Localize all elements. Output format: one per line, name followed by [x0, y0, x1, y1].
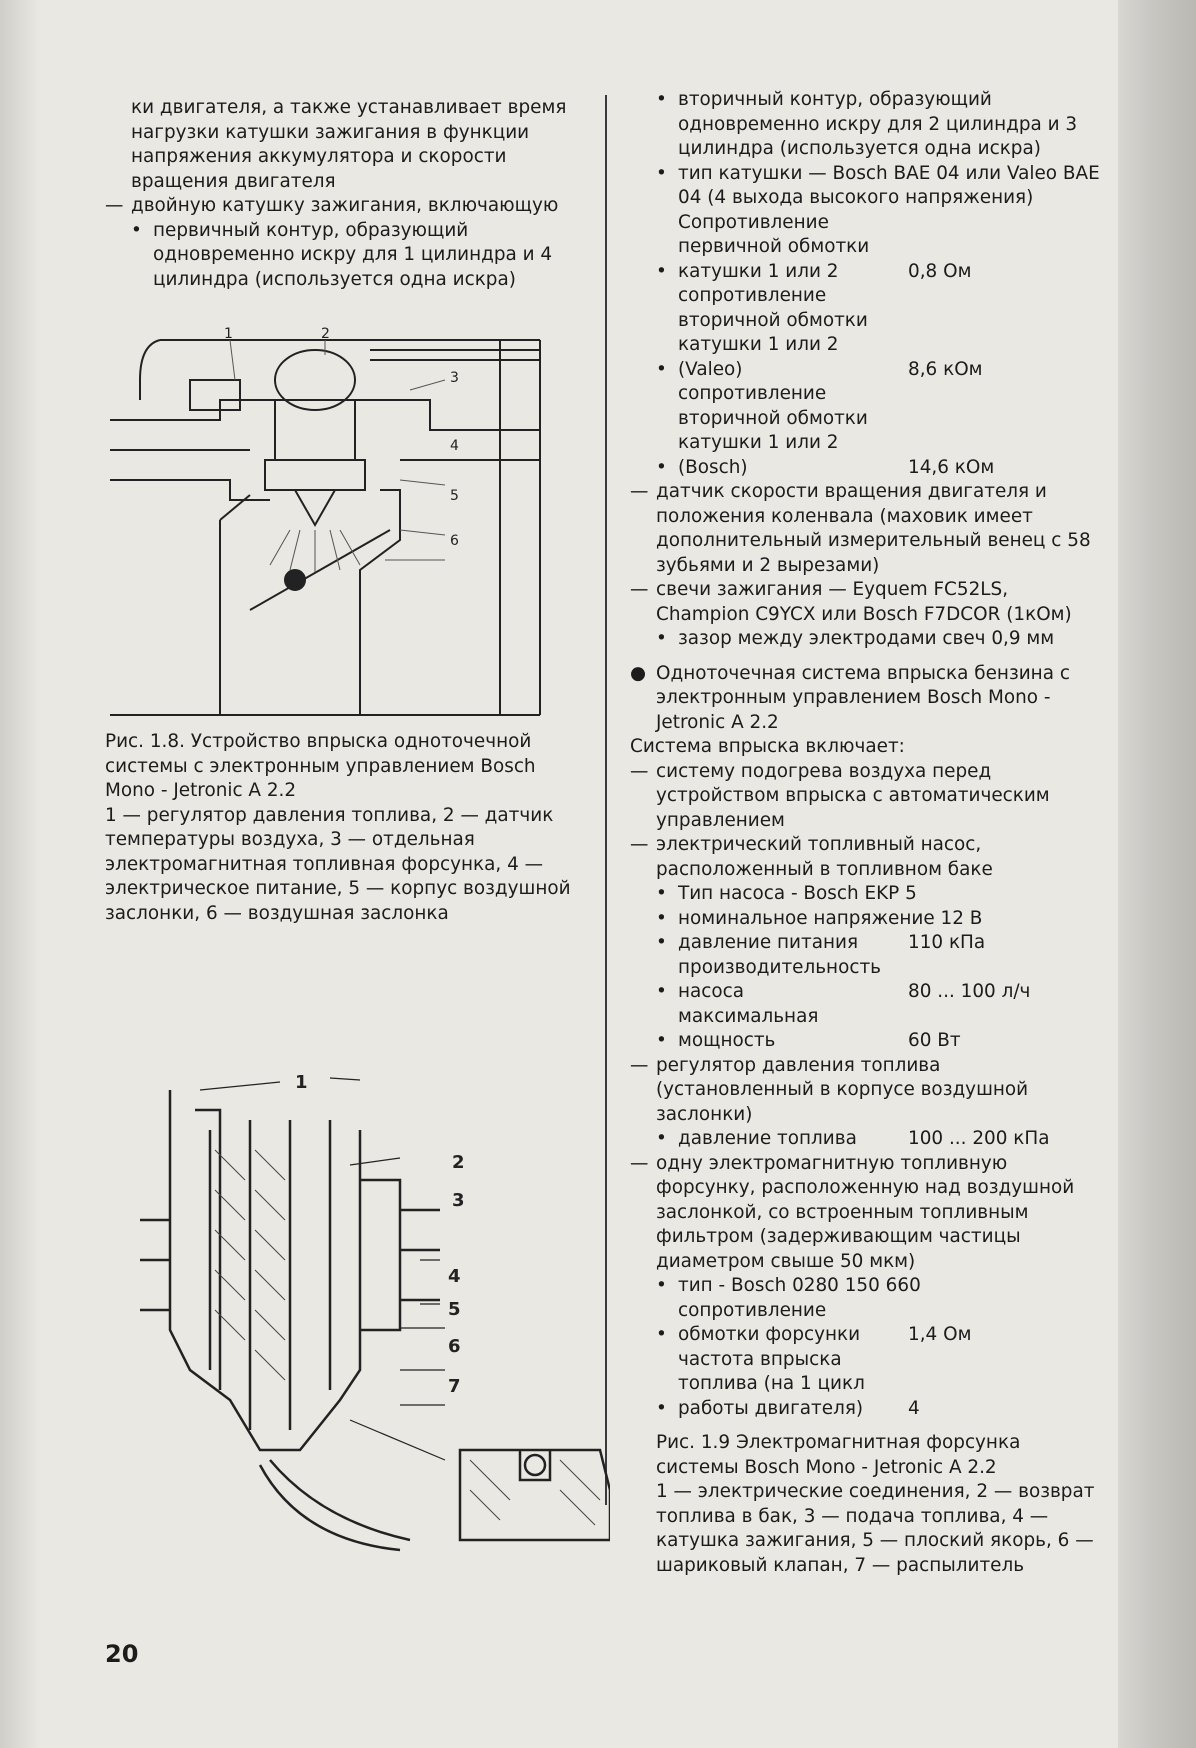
fig19-callout-6: 6 — [448, 1336, 461, 1357]
nominal-voltage-item: номинальное напряжение 12 В — [678, 907, 983, 929]
bullet-marker: • — [656, 932, 667, 953]
bullet-marker: • — [656, 260, 667, 282]
left-column — [105, 96, 575, 292]
spark-plugs-item: свечи зажигания — Eyquem FC52LS, Champion C9YCX или Bosch F7DCOR (1кОм) — [656, 579, 1072, 625]
list-item — [630, 162, 1100, 211]
spec-row — [630, 1299, 1100, 1348]
page-number: 20 — [105, 1640, 139, 1668]
spec-row — [630, 211, 1100, 285]
bullet-marker: • — [656, 1324, 667, 1345]
section-heading — [630, 662, 1100, 736]
spec-value: 4 — [908, 1397, 920, 1419]
bullet-marker: • — [131, 219, 142, 241]
coil-type-item: тип катушки — Bosch BAE 04 или Valeo BAE 04 (4 выхода высокого напряжения) — [678, 162, 1100, 208]
list-item — [630, 1274, 1100, 1299]
fig18-callout-6: 6 — [450, 533, 459, 549]
bullet-marker: • — [656, 1128, 667, 1149]
spec-value: 110 кПа — [908, 932, 986, 953]
figure-1-9-drawing — [100, 1070, 610, 1630]
fig19-callout-3: 3 — [452, 1190, 465, 1211]
spec-value: 8,6 кОм — [908, 358, 983, 380]
dash-marker: — — [630, 579, 649, 600]
page-right-edge — [1118, 0, 1196, 1748]
bullet-marker: • — [656, 883, 667, 904]
list-item — [630, 1152, 1100, 1275]
pump-type-item: Тип насоса - Bosch EKP 5 — [678, 883, 917, 904]
spec-row — [630, 284, 1100, 382]
spec-label: сопротивление вторичной обмотки катушки 1 или 2 (Valeo) — [678, 285, 868, 380]
fig18-callout-3: 3 — [450, 370, 459, 386]
spec-label: максимальная мощность — [678, 1005, 819, 1051]
list-item — [630, 480, 1100, 578]
fig18-callout-1: 1 — [224, 326, 233, 342]
list-item — [630, 907, 1100, 932]
list-item — [630, 1054, 1100, 1128]
fig19-callout-2: 2 — [452, 1152, 465, 1173]
fig19-callout-7: 7 — [448, 1376, 461, 1397]
dash-marker: — — [630, 1152, 649, 1174]
spec-value: 80 ... 100 л/ч — [908, 981, 1031, 1002]
bullet-marker: • — [656, 162, 667, 184]
figure-1-9-title: Рис. 1.9 Электромагнитная форсунка системы Bosch Mono - Jetronic A 2.2 — [656, 1432, 1021, 1478]
bullet-marker: • — [656, 1030, 667, 1051]
spec-value: 1,4 Ом — [908, 1324, 972, 1345]
spec-label: производительность насоса — [678, 956, 881, 1002]
spec-label: Сопротивление первичной обмотки катушки 1 или 2 — [678, 211, 870, 282]
fig18-callout-4: 4 — [450, 438, 459, 454]
dash-marker: — — [630, 834, 649, 855]
section-marker: ● — [630, 662, 647, 684]
spec-value: 14,6 кОм — [908, 456, 995, 478]
list-item — [105, 219, 575, 293]
page-left-edge — [0, 0, 40, 1748]
spec-label: давление питания — [678, 932, 859, 953]
figure-1-8-drawing — [100, 320, 560, 720]
spec-label: сопротивление обмотки форсунки — [678, 1299, 861, 1345]
figure-1-8-caption — [105, 730, 575, 926]
spec-value: 100 ... 200 кПа — [908, 1128, 1050, 1149]
plug-gap-item: зазор между электродами свеч 0,9 мм — [678, 628, 1055, 649]
dash-marker: — — [630, 481, 649, 502]
list-item — [630, 88, 1100, 162]
spec-row — [630, 956, 1100, 1005]
list-item — [630, 578, 1100, 627]
spec-row — [630, 1348, 1100, 1422]
intro-paragraph: ки двигателя, а также устанавливает время нагрузки катушки зажигания в функции напряжения аккумулятора и скорости вращения двигателя — [131, 97, 567, 192]
primary-circuit-item: первичный контур, образующий одновременно искру для 1 цилиндра и 4 цилиндра (используется одна искра) — [153, 219, 553, 290]
crank-sensor-item: датчик скорости вращения двигателя и положения коленвала (маховик имеет дополнительный измерительный венец с 58 зубьями и 2 вырезами) — [656, 481, 1091, 576]
pressure-regulator-item: регулятор давления топлива (установленный в корпусе воздушной заслонки) — [656, 1054, 1029, 1125]
fig19-callout-4: 4 — [448, 1266, 461, 1287]
fig19-callout-1: 1 — [295, 1072, 308, 1093]
bullet-marker: • — [656, 981, 667, 1002]
dash-marker: — — [105, 195, 124, 216]
list-item — [105, 194, 575, 219]
right-column — [630, 88, 1100, 1578]
secondary-circuit-item: вторичный контур, образующий одновременно искру для 2 цилиндра и 3 цилиндра (используется одна искра) — [678, 89, 1078, 159]
spec-value: 0,8 Ом — [908, 260, 972, 282]
bullet-marker: • — [656, 628, 667, 649]
list-item — [630, 627, 1100, 652]
spec-label: давление топлива — [678, 1128, 857, 1149]
figure-1-8-title: Рис. 1.8. Устройство впрыска одноточечной системы с электронным управлением Bosch Mono - Jetronic A 2.2 — [105, 731, 536, 801]
list-item — [630, 760, 1100, 834]
bullet-marker: • — [656, 456, 667, 478]
spec-label: частота впрыска топлива (на 1 цикл работы двигателя) — [678, 1348, 865, 1419]
spec-row — [630, 931, 1100, 956]
list-item — [630, 882, 1100, 907]
spec-row — [630, 382, 1100, 480]
injector-item: одну электромагнитную топливную форсунку, расположенную над воздушной заслонкой, со встроенным топливным фильтром (задерживающим частицы диаметром свыше 50 мкм) — [656, 1152, 1075, 1272]
bullet-marker: • — [656, 1397, 667, 1419]
list-item — [630, 833, 1100, 882]
system-includes-text: Система впрыска включает: — [630, 736, 905, 757]
fig18-callout-5: 5 — [450, 488, 459, 504]
spec-label: сопротивление вторичной обмотки катушки 1 или 2 (Bosch) — [678, 383, 868, 478]
spec-row — [630, 1127, 1100, 1152]
dash-marker: — — [630, 1054, 649, 1076]
air-preheat-item: систему подогрева воздуха перед устройством впрыска с автоматическим управлением — [656, 760, 1050, 831]
fuel-pump-item: электрический топливный насос, расположенный в топливном баке — [656, 834, 993, 880]
figure-1-8-legend: 1 — регулятор давления топлива, 2 — датчик температуры воздуха, 3 — отдельная электромагнитная топливная форсунка, 4 — электрическое питание, 5 — корпус воздушной заслонки, 6 — воздушная заслонка — [105, 804, 571, 924]
fig19-callout-5: 5 — [448, 1299, 461, 1320]
section-title: Одноточечная система впрыска бензина с электронным управлением Bosch Mono - Jetronic A 2.2 — [656, 662, 1070, 733]
spec-row — [630, 1005, 1100, 1054]
bullet-marker: • — [656, 358, 667, 380]
spec-value: 60 Вт — [908, 1030, 961, 1051]
bullet-marker: • — [656, 907, 667, 929]
fig18-callout-2: 2 — [321, 326, 330, 342]
dash-marker: — — [630, 760, 649, 782]
bullet-marker: • — [656, 89, 667, 110]
figure-1-9-legend: 1 — электрические соединения, 2 — возврат топлива в бак, 3 — подача топлива, 4 — катушка зажигания, 5 — плоский якорь, 6 — шариковый клапан, 7 — распылитель — [656, 1481, 1095, 1576]
bullet-marker: • — [656, 1275, 667, 1296]
injector-type-item: тип - Bosch 0280 150 660 — [678, 1275, 921, 1296]
coil-item: двойную катушку зажигания, включающую — [131, 195, 559, 216]
